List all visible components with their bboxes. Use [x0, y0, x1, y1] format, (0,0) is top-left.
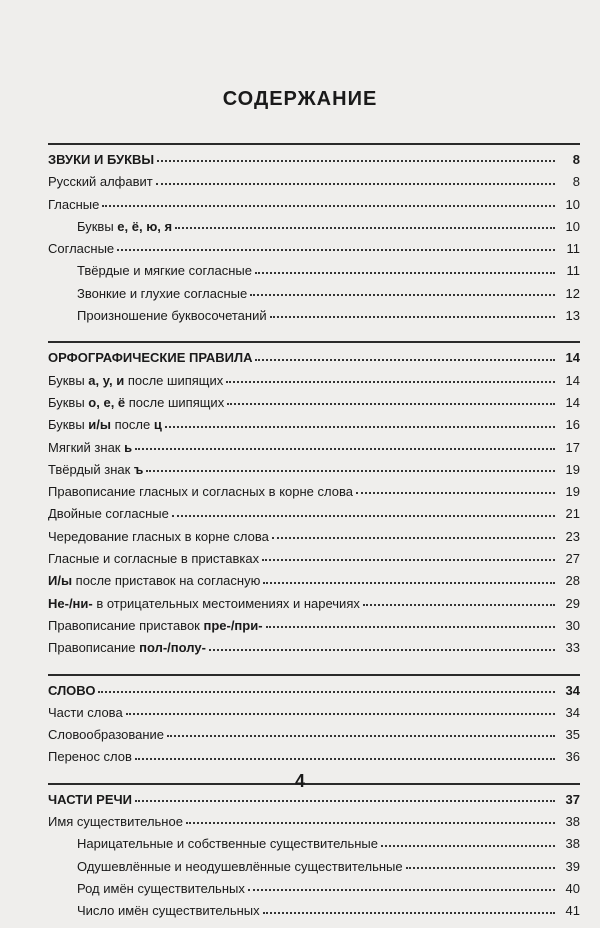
toc-entry-text: Согласные — [48, 241, 115, 257]
toc-page-number: 10 — [565, 218, 580, 234]
toc-dot-leader — [175, 226, 555, 229]
toc-entry — [48, 283, 580, 305]
toc-dot-leader — [255, 358, 555, 361]
toc-dot-leader — [363, 603, 555, 606]
toc-entry-title — [48, 548, 259, 570]
toc-entry — [48, 878, 580, 900]
toc-page-number: 38 — [565, 836, 580, 852]
toc-entry-text: Перенос слов — [48, 749, 132, 765]
toc-entry — [48, 637, 580, 659]
toc-entry-text-after: после приставок на согласную — [72, 573, 261, 589]
toc-entry — [48, 856, 580, 878]
toc-entry-text: Гласные и согласные в приставках — [48, 551, 260, 567]
toc-entry-bold-text: ь — [124, 439, 133, 455]
toc-entry-text: Правописание приставок — [48, 617, 204, 633]
toc-entry-title — [48, 392, 224, 414]
toc-entry-title — [48, 370, 223, 392]
toc-entry — [48, 216, 580, 238]
toc-dot-leader — [356, 491, 555, 494]
toc-entry-text: ОРФОГРАФИЧЕСКИЕ ПРАВИЛА — [48, 350, 253, 366]
toc-page-number: 21 — [565, 506, 580, 522]
toc-entry-text: Буквы — [48, 394, 89, 410]
toc-entry-text-after: после шипящих — [124, 372, 224, 388]
toc-entry-text: Буквы — [48, 417, 89, 433]
toc-section-heading — [48, 789, 580, 811]
toc-entry-text: ЧАСТИ РЕЧИ — [48, 791, 132, 807]
toc-page-number: 37 — [565, 791, 580, 807]
toc-page-number: 12 — [565, 285, 580, 301]
toc-entry-title — [48, 637, 206, 659]
toc-entry — [48, 370, 580, 392]
toc-page-number: 30 — [565, 617, 580, 633]
toc-entry-text: Части слова — [48, 704, 123, 720]
toc-entry-title — [48, 615, 263, 637]
toc-section — [48, 341, 580, 659]
toc-entry-title — [77, 305, 267, 327]
toc-page-number: 23 — [565, 528, 580, 544]
toc-entry-text: Чередование гласных в корне слова — [48, 528, 269, 544]
toc-section — [48, 674, 580, 769]
toc-page-number: 11 — [566, 241, 580, 257]
toc-dot-leader — [135, 447, 555, 450]
toc-dot-leader — [266, 625, 555, 628]
toc-entry-bold-text: е, ё, ю, я — [117, 218, 173, 234]
toc-entry — [48, 811, 580, 833]
toc-dot-leader — [226, 380, 555, 383]
toc-entry-title — [48, 437, 132, 459]
toc-entry-title — [77, 260, 252, 282]
toc-entry — [48, 526, 580, 548]
toc-page-number: 36 — [565, 749, 580, 765]
toc-entry-text: Правописание гласных и согласных в корне слова — [48, 484, 353, 500]
toc-entry-title — [48, 149, 154, 171]
toc-dot-leader — [156, 182, 555, 185]
toc-page-number: 33 — [565, 640, 580, 656]
toc-page-number: 34 — [565, 704, 580, 720]
toc-entry-text: Твёрдые и мягкие согласные — [77, 263, 252, 279]
toc-dot-leader — [146, 469, 555, 472]
toc-entry-title — [48, 481, 353, 503]
toc-entry-title — [48, 171, 153, 193]
toc-dot-leader — [135, 757, 555, 760]
toc-dot-leader — [117, 248, 555, 251]
toc-entry — [48, 900, 580, 922]
toc-dot-leader — [165, 425, 555, 428]
toc-page-number: 41 — [565, 903, 580, 919]
toc-entry — [48, 305, 580, 327]
toc-section — [48, 143, 580, 327]
toc-page-number: 16 — [565, 417, 580, 433]
toc-entry — [48, 238, 580, 260]
toc-entry — [48, 171, 580, 193]
toc-entry-text: Мягкий знак — [48, 439, 125, 455]
toc-entry-text: ЗВУКИ И БУКВЫ — [48, 152, 155, 167]
toc-entry-text: Число имён существительных — [77, 903, 260, 919]
toc-page-number: 17 — [565, 439, 580, 455]
toc-entry-text: Нарицательные и собственные существительные — [77, 836, 378, 852]
toc-dot-leader — [248, 888, 555, 891]
toc-page-number: 35 — [565, 727, 580, 743]
toc-entry-title — [48, 811, 183, 833]
toc-dot-leader — [167, 734, 555, 737]
toc-entry — [48, 548, 580, 570]
toc-page-number: 10 — [565, 196, 580, 212]
toc-page-number: 19 — [565, 484, 580, 500]
toc-page-number: 11 — [566, 263, 580, 279]
toc-entry — [48, 481, 580, 503]
toc-dot-leader — [102, 204, 555, 207]
toc-entry — [48, 503, 580, 525]
toc-entry-bold-text: Не-/ни- — [48, 595, 93, 611]
toc-entry-title — [48, 789, 132, 811]
toc-entry-text: Твёрдый знак — [48, 461, 134, 477]
toc-section-heading — [48, 347, 580, 369]
toc-page-number: 39 — [565, 858, 580, 874]
toc-page-number: 14 — [565, 350, 580, 366]
toc-page-number: 29 — [565, 595, 580, 611]
toc-entry — [48, 615, 580, 637]
toc-entry-title — [77, 856, 403, 878]
toc-entry-title — [48, 702, 123, 724]
toc-dot-leader — [270, 315, 555, 318]
toc-dot-leader — [157, 159, 555, 162]
toc-entry-title — [77, 878, 245, 900]
toc-section — [48, 783, 580, 923]
toc-entry-title — [48, 503, 169, 525]
toc-entry-bold-text-2: ц — [153, 417, 162, 433]
toc-entry — [48, 570, 580, 592]
toc-entry-bold-text: и/ы — [88, 417, 112, 433]
toc-entry-text-after: после шипящих — [125, 394, 225, 410]
toc-page-number: 14 — [565, 372, 580, 388]
toc-entry-title — [48, 746, 132, 768]
toc-entry-bold-text: пре-/при- — [203, 617, 263, 633]
toc-entry — [48, 459, 580, 481]
toc-entry-title — [48, 593, 360, 615]
toc-page-number: 34 — [565, 682, 580, 698]
toc-entry-text: Произношение буквосочетаний — [77, 308, 267, 324]
toc-dot-leader — [406, 866, 555, 869]
toc-page-number: 27 — [565, 551, 580, 567]
toc-page-number: 13 — [565, 308, 580, 324]
toc-dot-leader — [272, 536, 555, 539]
toc-entry-title — [77, 900, 260, 922]
toc-entry — [48, 437, 580, 459]
toc-dot-leader — [126, 712, 555, 715]
toc-entry — [48, 593, 580, 615]
toc-dot-leader — [209, 648, 555, 651]
toc-entry-text: Имя существительное — [48, 814, 183, 830]
toc-entry-text-after: после — [111, 417, 154, 433]
toc-dot-leader — [262, 558, 555, 561]
table-of-contents — [48, 143, 580, 928]
toc-page-number: 38 — [565, 814, 580, 830]
toc-entry-title — [77, 283, 247, 305]
page-title: СОДЕРЖАНИЕ — [222, 88, 378, 110]
toc-dot-leader — [250, 293, 555, 296]
toc-entry-title — [48, 194, 99, 216]
toc-entry-text: Звонкие и глухие согласные — [77, 285, 248, 301]
toc-dot-leader — [98, 690, 555, 693]
toc-dot-leader — [227, 402, 555, 405]
toc-entry-text: Русский алфавит — [48, 174, 153, 190]
toc-section-heading — [48, 680, 580, 702]
page-number: 4 — [294, 771, 305, 791]
toc-dot-leader — [135, 799, 555, 802]
toc-entry-title — [48, 526, 269, 548]
toc-entry-text: Род имён существительных — [77, 880, 245, 896]
toc-page-number: 19 — [565, 461, 580, 477]
toc-entry-text: Одушевлённые и неодушевлённые существительные — [77, 858, 403, 874]
toc-entry-text: Буквы — [77, 218, 118, 234]
toc-entry-title — [48, 570, 260, 592]
toc-dot-leader — [263, 911, 555, 914]
toc-page-number: 40 — [565, 880, 580, 896]
toc-dot-leader — [263, 581, 555, 584]
toc-entry-text: Правописание — [48, 640, 140, 656]
toc-page-number: 8 — [572, 174, 580, 190]
toc-entry-text: Двойные согласные — [48, 506, 169, 522]
toc-entry — [48, 414, 580, 436]
toc-entry-text: Гласные — [48, 196, 100, 212]
toc-entry-title — [48, 680, 95, 702]
toc-entry-title — [48, 459, 143, 481]
toc-entry-title — [77, 833, 378, 855]
toc-entry-title — [48, 414, 162, 436]
toc-entry — [48, 392, 580, 414]
toc-entry-bold-text: И/ы — [48, 573, 73, 589]
toc-page-number: 8 — [572, 152, 580, 167]
toc-entry — [48, 194, 580, 216]
toc-entry-title — [48, 724, 164, 746]
toc-entry — [48, 260, 580, 282]
toc-entry — [48, 702, 580, 724]
toc-entry-title — [77, 216, 172, 238]
toc-entry-text: Буквы — [48, 372, 89, 388]
toc-entry-title — [48, 347, 252, 369]
toc-dot-leader — [186, 821, 555, 824]
toc-page-number: 14 — [565, 394, 580, 410]
toc-section-heading — [48, 149, 580, 171]
toc-entry — [48, 724, 580, 746]
toc-entry-bold-text: пол-/полу- — [139, 640, 206, 656]
toc-entry — [48, 746, 580, 768]
toc-dot-leader — [172, 514, 555, 517]
toc-entry-bold-text: о, е, ё — [88, 394, 126, 410]
toc-entry — [48, 833, 580, 855]
toc-entry-text: СЛОВО — [48, 682, 96, 698]
toc-entry-title — [48, 238, 114, 260]
toc-entry-bold-text: а, у, и — [88, 372, 125, 388]
toc-entry-text-after: в отрицательных местоимениях и наречиях — [92, 595, 360, 611]
toc-dot-leader — [255, 271, 555, 274]
toc-dot-leader — [381, 844, 555, 847]
toc-entry-bold-text: ъ — [133, 461, 144, 477]
toc-entry-text: Словообразование — [48, 727, 165, 743]
toc-page-number: 28 — [565, 573, 580, 589]
